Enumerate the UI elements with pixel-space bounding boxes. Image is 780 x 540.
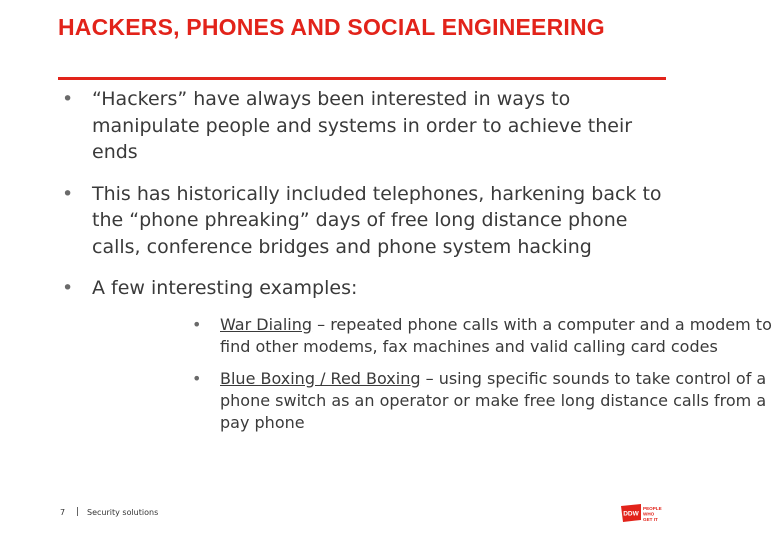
logo-mark-text: DDW — [623, 510, 639, 518]
logo-line-2: WHO — [643, 511, 655, 517]
sub-bullet-list — [92, 314, 772, 434]
footer-text: Security solutions — [87, 508, 159, 517]
term-war-dialing: War Dialing — [220, 314, 313, 334]
bullet-dot-icon: • — [62, 277, 74, 299]
footer-page-number: 7 — [60, 508, 66, 517]
sub-bullet-text: – using specific sounds to take control of a phone switch as an operator or make free long distance calls from a pay phone — [220, 368, 767, 432]
title-divider — [58, 77, 666, 80]
sub-bullet-item — [92, 314, 780, 358]
sub-bullet-dot-icon: • — [192, 314, 202, 334]
company-logo — [621, 503, 667, 525]
bullet-item — [0, 181, 672, 261]
bullet-text: “Hackers” have always been interested in ways to manipulate people and systems in order to achieve their ends — [92, 88, 633, 163]
bullet-dot-icon: • — [62, 182, 74, 205]
slide-title: HACKERS, PHONES AND SOCIAL ENGINEERING — [58, 14, 605, 40]
logo-line-1: PEOPLE — [643, 506, 662, 511]
term-blue-red-boxing: Blue Boxing / Red Boxing — [220, 368, 421, 388]
bullet-item — [0, 86, 672, 166]
sub-bullet-dot-icon: • — [192, 368, 202, 388]
bullet-dot-icon: • — [62, 88, 74, 110]
sub-bullet-text: – repeated phone calls with a computer and a modem to find other modems, fax machines and valid calling card codes — [220, 314, 772, 356]
bullet-text: This has historically included telephones, harkening back to the “phone phreaking” days of free long distance phone calls, conference bridges and phone system hacking — [92, 182, 662, 258]
bullet-item — [0, 275, 772, 434]
logo-line-3: GET IT — [643, 517, 658, 522]
footer-separator: | — [76, 507, 80, 517]
sub-bullet-item — [92, 368, 780, 434]
bullet-text: A few interesting examples: — [92, 277, 358, 299]
bullet-list — [0, 86, 772, 434]
